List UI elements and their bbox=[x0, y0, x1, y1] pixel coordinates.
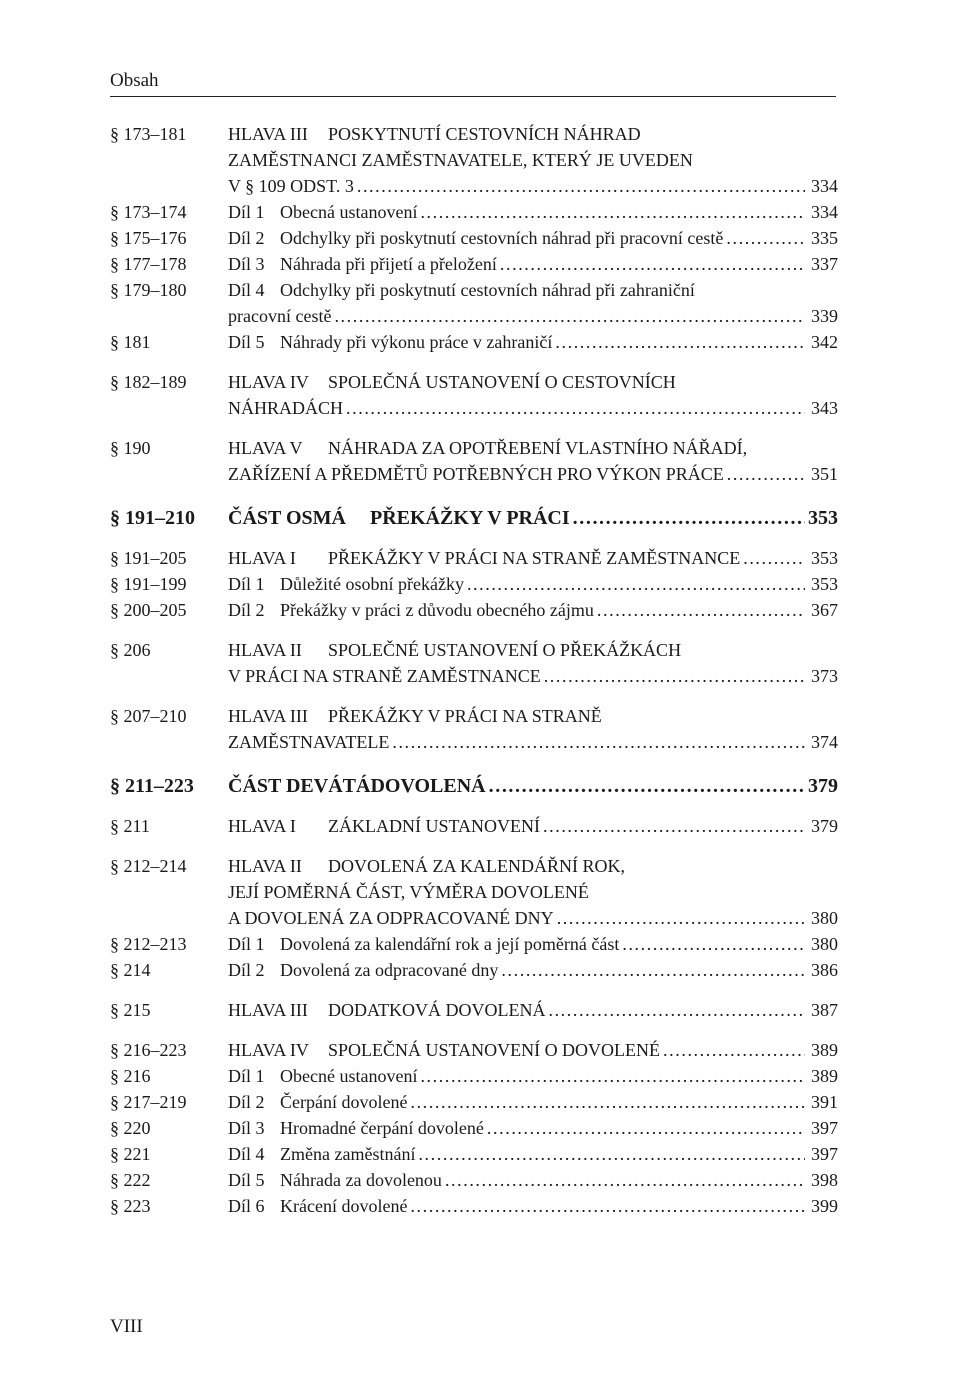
toc-label: ČÁST DEVÁTÁ bbox=[228, 775, 371, 797]
toc-entry-hlava[interactable] bbox=[110, 703, 838, 755]
toc-title: Dovolená za kalendářní rok a její poměrná část bbox=[280, 934, 620, 954]
toc-page-number: 387 bbox=[811, 1000, 838, 1020]
toc-title: PŘEKÁŽKY V PRÁCI NA STRANĚ ZAMĚSTNANCE bbox=[328, 548, 741, 568]
toc-entry-cast[interactable] bbox=[110, 505, 838, 531]
toc-title: Změna zaměstnání bbox=[280, 1144, 416, 1164]
toc-entry-hlava[interactable] bbox=[110, 121, 838, 199]
toc-page-number: 380 bbox=[811, 908, 838, 928]
toc-leader bbox=[726, 225, 805, 251]
toc-leader bbox=[743, 545, 805, 571]
toc-page-number: 379 bbox=[811, 816, 838, 836]
toc-entry-dil[interactable] bbox=[110, 225, 838, 251]
toc-label: ČÁST OSMÁ bbox=[228, 507, 346, 529]
toc-leader bbox=[557, 905, 805, 931]
toc-title: Důležité osobní překážky bbox=[280, 574, 464, 594]
toc-page-number: 339 bbox=[811, 306, 838, 326]
toc-title: NÁHRADÁCH bbox=[228, 398, 344, 418]
toc-title: SPOLEČNÁ USTANOVENÍ O CESTOVNÍCH bbox=[328, 372, 676, 392]
toc-title: Hromadné čerpání dovolené bbox=[280, 1118, 484, 1138]
toc-title: ZAMĚSTNANCI ZAMĚSTNAVATELE, KTERÝ JE UVEDEN bbox=[228, 150, 693, 170]
toc-label: Díl 2 bbox=[228, 228, 265, 248]
toc-title: DOVOLENÁ ZA KALENDÁŘNÍ ROK, bbox=[328, 856, 625, 876]
toc-entry-hlava[interactable] bbox=[110, 997, 838, 1023]
toc-leader bbox=[663, 1037, 805, 1063]
toc-section-range: § 214 bbox=[110, 960, 151, 980]
toc-section-range: § 220 bbox=[110, 1118, 151, 1138]
toc-title: SPOLEČNÉ USTANOVENÍ O PŘEKÁŽKÁCH bbox=[328, 640, 682, 660]
toc-section-range: § 215 bbox=[110, 1000, 151, 1020]
toc-title: Obecné ustanovení bbox=[280, 1066, 418, 1086]
toc-page-number: 399 bbox=[811, 1196, 838, 1216]
toc-leader bbox=[346, 395, 805, 421]
toc-label: Díl 1 bbox=[228, 574, 265, 594]
toc-leader bbox=[418, 1141, 805, 1167]
toc-section-range: § 216 bbox=[110, 1066, 151, 1086]
toc-entry-dil[interactable] bbox=[110, 329, 838, 355]
toc-leader bbox=[501, 957, 805, 983]
toc-section-range: § 191–205 bbox=[110, 548, 187, 568]
toc-label: Díl 1 bbox=[228, 934, 265, 954]
toc-page-number: 398 bbox=[811, 1170, 838, 1190]
toc-title: Náhrady při výkonu práce v zahraničí bbox=[280, 332, 553, 352]
toc-label: HLAVA III bbox=[228, 706, 308, 726]
toc-leader bbox=[410, 1089, 805, 1115]
toc-title: ZÁKLADNÍ USTANOVENÍ bbox=[328, 816, 541, 836]
toc-page-number: 389 bbox=[811, 1040, 838, 1060]
toc-leader bbox=[548, 997, 805, 1023]
toc-page-number: 353 bbox=[811, 548, 838, 568]
toc-entry-dil[interactable] bbox=[110, 957, 838, 983]
toc-entry-hlava[interactable] bbox=[110, 853, 838, 931]
toc-entry-dil[interactable] bbox=[110, 571, 838, 597]
toc-leader bbox=[500, 251, 805, 277]
toc-section-range: § 191–210 bbox=[110, 507, 195, 529]
toc-label: HLAVA IV bbox=[228, 1040, 309, 1060]
toc-section-range: § 222 bbox=[110, 1170, 151, 1190]
toc-section-range: § 191–199 bbox=[110, 574, 187, 594]
toc-entry-dil[interactable] bbox=[110, 1089, 838, 1115]
toc-label: HLAVA III bbox=[228, 124, 308, 144]
toc-page-number: 379 bbox=[808, 775, 838, 797]
toc-section-range: § 223 bbox=[110, 1196, 151, 1216]
toc-entry-dil[interactable] bbox=[110, 1063, 838, 1089]
toc-entry-dil[interactable] bbox=[110, 1167, 838, 1193]
toc-entry-dil[interactable] bbox=[110, 1115, 838, 1141]
toc-page-number: 380 bbox=[811, 934, 838, 954]
toc-page-number: 389 bbox=[811, 1066, 838, 1086]
toc-label: Díl 2 bbox=[228, 960, 265, 980]
toc-title: PŘEKÁŽKY V PRÁCI NA STRANĚ bbox=[328, 706, 602, 726]
toc-title: SPOLEČNÁ USTANOVENÍ O DOVOLENÉ bbox=[328, 1040, 661, 1060]
toc-section-range: § 177–178 bbox=[110, 254, 187, 274]
toc-page-number: 397 bbox=[811, 1118, 838, 1138]
toc-leader bbox=[544, 663, 805, 689]
toc-leader bbox=[543, 813, 805, 839]
toc-title: DOVOLENÁ bbox=[370, 775, 486, 797]
toc-section-range: § 181 bbox=[110, 332, 151, 352]
toc-entry-dil[interactable] bbox=[110, 931, 838, 957]
toc-entry-cast[interactable] bbox=[110, 773, 838, 799]
toc-page-number: 374 bbox=[811, 732, 838, 752]
toc-title: Náhrada při přijetí a přeložení bbox=[280, 254, 497, 274]
toc-title: JEJÍ POMĚRNÁ ČÁST, VÝMĚRA DOVOLENÉ bbox=[228, 882, 589, 902]
toc-title: PŘEKÁŽKY V PRÁCI bbox=[370, 507, 570, 529]
toc-title: V PRÁCI NA STRANĚ ZAMĚSTNANCE bbox=[228, 666, 541, 686]
toc-page-number: 397 bbox=[811, 1144, 838, 1164]
toc-entry-dil[interactable] bbox=[110, 1193, 838, 1219]
toc-title: Čerpání dovolené bbox=[280, 1092, 408, 1112]
toc-leader bbox=[597, 597, 805, 623]
toc-label: Díl 2 bbox=[228, 1092, 265, 1112]
toc-section-range: § 190 bbox=[110, 438, 151, 458]
toc-label: Díl 1 bbox=[228, 1066, 265, 1086]
toc-label: HLAVA V bbox=[228, 438, 303, 458]
toc-title: V § 109 ODST. 3 bbox=[228, 176, 354, 196]
toc-section-range: § 206 bbox=[110, 640, 151, 660]
toc-leader bbox=[392, 729, 805, 755]
toc-section-range: § 173–174 bbox=[110, 202, 187, 222]
toc-page-number: 373 bbox=[811, 666, 838, 686]
toc-section-range: § 179–180 bbox=[110, 280, 187, 300]
toc-title: NÁHRADA ZA OPOTŘEBENÍ VLASTNÍHO NÁŘADÍ, bbox=[328, 438, 748, 458]
toc-title: Odchylky při poskytnutí cestovních náhrad při zahraniční bbox=[280, 280, 695, 300]
toc-page-number: 391 bbox=[811, 1092, 838, 1112]
toc-label: Díl 2 bbox=[228, 600, 265, 620]
toc-section-range: § 207–210 bbox=[110, 706, 187, 726]
page-number-footer: VIII bbox=[110, 1316, 143, 1337]
toc-entry-dil[interactable] bbox=[110, 251, 838, 277]
toc-leader bbox=[467, 571, 805, 597]
toc-label: HLAVA III bbox=[228, 1000, 308, 1020]
toc-entry-hlava[interactable] bbox=[110, 369, 838, 421]
toc-title: Obecná ustanovení bbox=[280, 202, 418, 222]
toc-title: Krácení dovolené bbox=[280, 1196, 408, 1216]
toc-leader bbox=[357, 173, 805, 199]
toc-entry-hlava[interactable] bbox=[110, 637, 838, 689]
toc-leader bbox=[555, 329, 805, 355]
toc-title: ZAMĚSTNAVATELE bbox=[228, 732, 390, 752]
toc-label: HLAVA I bbox=[228, 816, 296, 836]
toc-page-number: 337 bbox=[811, 254, 838, 274]
toc-section-range: § 217–219 bbox=[110, 1092, 187, 1112]
toc-title: Odchylky při poskytnutí cestovních náhrad při pracovní cestě bbox=[280, 228, 724, 248]
toc-label: HLAVA II bbox=[228, 640, 302, 660]
toc-page-number: 334 bbox=[811, 202, 838, 222]
toc-section-range: § 216–223 bbox=[110, 1040, 187, 1060]
toc-page-number: 335 bbox=[811, 228, 838, 248]
toc-page-number: 343 bbox=[811, 398, 838, 418]
toc-entry-dil[interactable] bbox=[110, 1141, 838, 1167]
toc-leader bbox=[487, 1115, 805, 1141]
toc-section-range: § 212–214 bbox=[110, 856, 187, 876]
toc-page-number: 353 bbox=[811, 574, 838, 594]
toc-section-range: § 173–181 bbox=[110, 124, 187, 144]
toc-label: Díl 1 bbox=[228, 202, 265, 222]
toc-section-range: § 175–176 bbox=[110, 228, 187, 248]
header-rule bbox=[110, 96, 836, 97]
toc-label: Díl 6 bbox=[228, 1196, 265, 1216]
toc-page-number: 351 bbox=[811, 464, 838, 484]
toc-title: Náhrada za dovolenou bbox=[280, 1170, 442, 1190]
toc-leader bbox=[489, 773, 805, 799]
page-header-title: Obsah bbox=[110, 70, 159, 91]
toc-section-range: § 200–205 bbox=[110, 600, 187, 620]
toc-page-number: 367 bbox=[811, 600, 838, 620]
toc-label: HLAVA II bbox=[228, 856, 302, 876]
toc-page-number: 353 bbox=[808, 507, 838, 529]
toc-section-range: § 182–189 bbox=[110, 372, 187, 392]
toc-entry-hlava[interactable] bbox=[110, 813, 838, 839]
toc-page-number: 342 bbox=[811, 332, 838, 352]
toc-leader bbox=[420, 1063, 805, 1089]
toc-leader bbox=[420, 199, 805, 225]
toc-section-range: § 211 bbox=[110, 816, 150, 836]
toc-leader bbox=[727, 461, 805, 487]
toc-leader bbox=[334, 303, 805, 329]
toc-label: HLAVA IV bbox=[228, 372, 309, 392]
toc-section-range: § 212–213 bbox=[110, 934, 187, 954]
toc-leader bbox=[445, 1167, 805, 1193]
toc-entry-dil[interactable] bbox=[110, 597, 838, 623]
toc-entry-dil[interactable] bbox=[110, 277, 838, 329]
toc-leader bbox=[622, 931, 805, 957]
toc-leader bbox=[410, 1193, 805, 1219]
toc-label: Díl 5 bbox=[228, 332, 265, 352]
toc-section-range: § 211–223 bbox=[110, 775, 194, 797]
toc-title: DODATKOVÁ DOVOLENÁ bbox=[328, 1000, 546, 1020]
table-of-contents bbox=[110, 121, 838, 1219]
toc-entry-hlava[interactable] bbox=[110, 1037, 838, 1063]
toc-title: pracovní cestě bbox=[228, 306, 332, 326]
toc-section-range: § 221 bbox=[110, 1144, 151, 1164]
toc-label: Díl 3 bbox=[228, 254, 265, 274]
toc-page-number: 386 bbox=[811, 960, 838, 980]
toc-label: HLAVA I bbox=[228, 548, 296, 568]
toc-entry-hlava[interactable] bbox=[110, 435, 838, 487]
toc-label: Díl 5 bbox=[228, 1170, 265, 1190]
toc-label: Díl 4 bbox=[228, 1144, 265, 1164]
toc-entry-dil[interactable] bbox=[110, 199, 838, 225]
toc-title: ZAŘÍZENÍ A PŘEDMĚTŮ POTŘEBNÝCH PRO VÝKON PRÁCE bbox=[228, 464, 724, 484]
toc-page-number: 334 bbox=[811, 176, 838, 196]
toc-leader bbox=[573, 505, 805, 531]
toc-title: Překážky v práci z důvodu obecného zájmu bbox=[280, 600, 594, 620]
toc-title: A DOVOLENÁ ZA ODPRACOVANÉ DNY bbox=[228, 908, 554, 928]
toc-label: Díl 4 bbox=[228, 280, 265, 300]
toc-title: Dovolená za odpracované dny bbox=[280, 960, 499, 980]
toc-label: Díl 3 bbox=[228, 1118, 265, 1138]
toc-title: POSKYTNUTÍ CESTOVNÍCH NÁHRAD bbox=[328, 124, 641, 144]
toc-entry-hlava[interactable] bbox=[110, 545, 838, 571]
